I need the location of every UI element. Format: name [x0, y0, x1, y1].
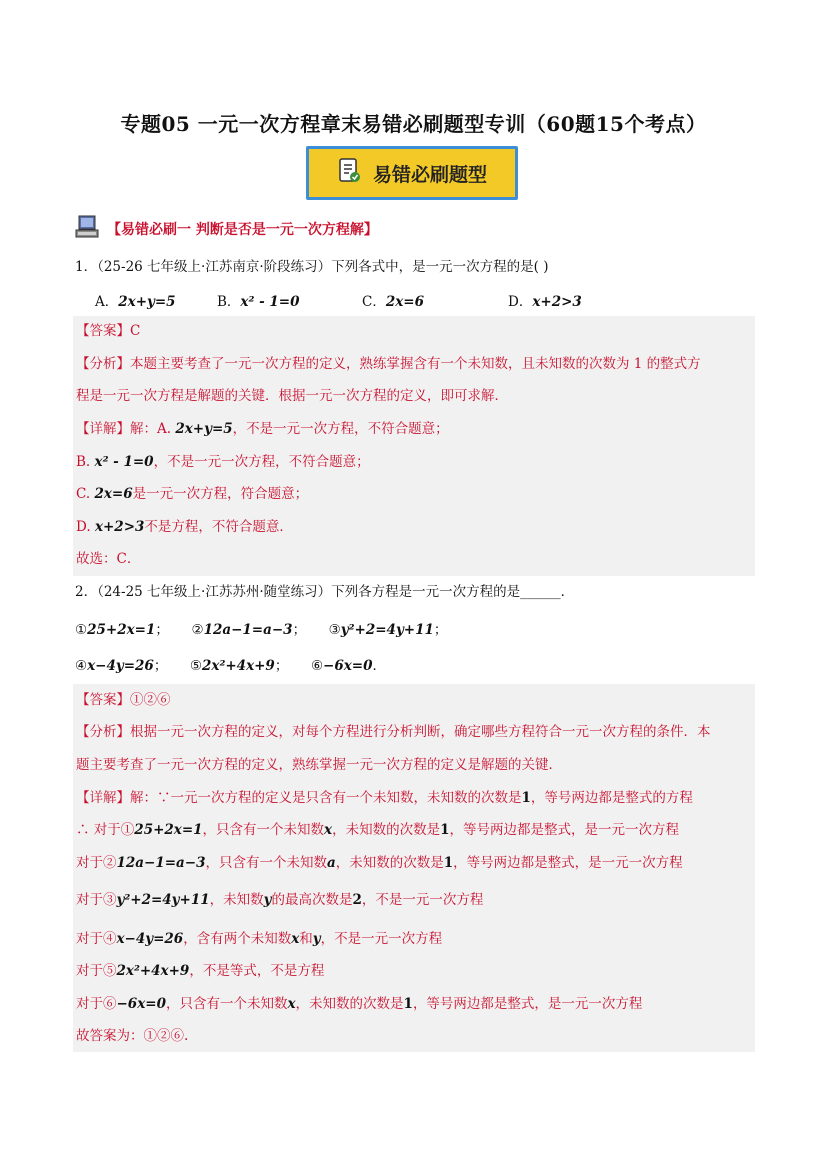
q1-option-b: B．x² - 1=0 [217, 294, 300, 310]
q1-analysis-line-1: 【分析】本题主要考查了一元一次方程的定义，熟练掌握含有一个未知数，且未知数的次数为 1 的整式方 [76, 356, 701, 372]
q2-detail-2: 对于②12a−1=a−3，只含有一个未知数a，未知数的次数是1，等号两边都是整式，是一元一次方程 [76, 855, 683, 871]
q2-detail-3: 对于③y²+2=4y+11，未知数y的最高次数是2，不是一元一次方程 [76, 892, 484, 908]
question-1-stem: 1．（25-26 七年级上·江苏南京·阶段练习）下列各式中，是一元一次方程的是( ) [75, 259, 549, 275]
q1-conclusion: 故选：C． [76, 551, 141, 567]
checklist-icon [337, 157, 363, 189]
q2-conclusion: 故答案为：①②⑥. [76, 1028, 189, 1044]
q1-detail-d: D. x+2>3不是方程，不符合题意． [76, 519, 293, 535]
q2-detail-5: 对于⑤2x²+4x+9，不是等式，不是方程 [76, 963, 325, 979]
q2-detail-intro: 【详解】解：∵一元一次方程的定义是只含有一个未知数，未知数的次数是1，等号两边都是整式的方程 [76, 790, 693, 806]
section-heading [75, 215, 378, 243]
q1-detail-b: B. x² - 1=0，不是一元一次方程，不符合题意； [76, 454, 370, 470]
q2-equations-row-1: ①25+2x=1； ②12a−1=a−3； ③y²+2=4y+11； [75, 622, 448, 638]
banner-label: 易错必刷题型 [372, 163, 487, 186]
q2-detail-4: 对于④x−4y=26，含有两个未知数x和y，不是一元一次方程 [76, 931, 443, 947]
q1-option-a: A．2x+y=5 [95, 294, 176, 310]
q2-analysis-line-1: 【分析】根据一元一次方程的定义，对每个方程进行分析判断，确定哪些方程符合一元一次方程的条件．本 [76, 724, 711, 740]
q1-option-d: D．x+2>3 [508, 294, 582, 310]
q2-detail-1: ∴ 对于①25+2x=1，只含有一个未知数x，未知数的次数是1，等号两边都是整式，是一元一次方程 [76, 822, 680, 838]
q2-detail-6: 对于⑥−6x=0，只含有一个未知数x，未知数的次数是1，等号两边都是整式，是一元一次方程 [76, 996, 643, 1012]
q1-option-c: C．2x=6 [362, 294, 424, 310]
q2-answer: 【答案】①②⑥ [76, 692, 171, 708]
q1-detail-a: 【详解】解：A. 2x+y=5，不是一元一次方程，不符合题意； [76, 421, 449, 437]
q1-answer: 【答案】C [76, 323, 141, 339]
q1-detail-c: C. 2x=6是一元一次方程，符合题意； [76, 486, 309, 502]
question-2-stem: 2．（24-25 七年级上·江苏苏州·随堂练习）下列各方程是一元一次方程的是______． [75, 584, 575, 600]
computer-icon [75, 215, 101, 243]
q1-analysis-line-2: 程是一元一次方程是解题的关键．根据一元一次方程的定义，即可求解． [76, 388, 508, 404]
q2-analysis-line-2: 题主要考查了一元一次方程的定义，熟练掌握一元一次方程的定义是解题的关键． [76, 757, 562, 773]
banner [306, 146, 518, 200]
page-title: 专题05 一元一次方程章末易错必刷题型专训（60题15个考点） [120, 112, 707, 136]
section-label: 【易错必刷一 判断是否是一元一次方程解】 [107, 222, 378, 238]
q2-equations-row-2: ④x−4y=26； ⑤2x²+4x+9； ⑥−6x=0． [75, 658, 387, 674]
